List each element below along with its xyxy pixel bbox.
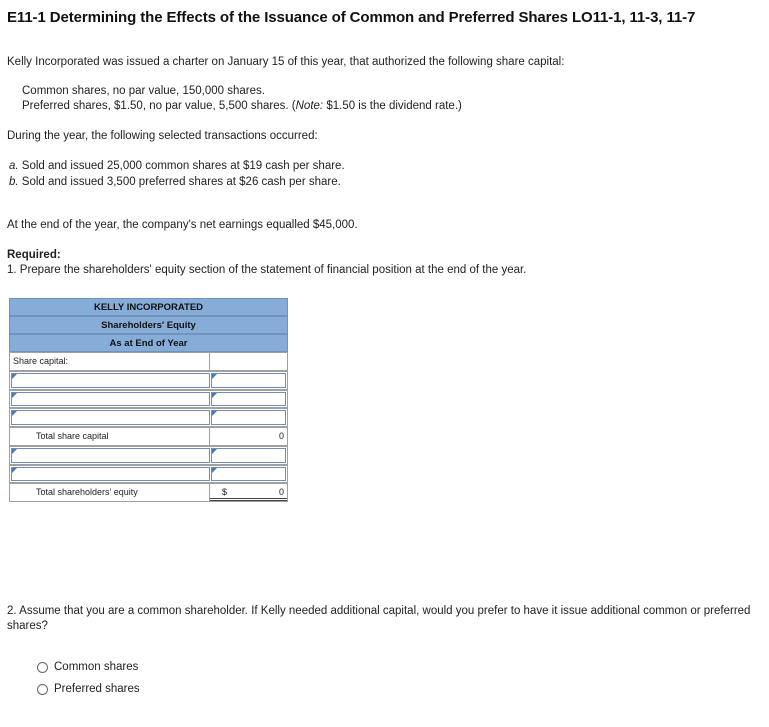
question-2: 2. Assume that you are a common shareholder. If Kelly needed additional capital, would you prefer to have it issue additional common or preferred shares? (7, 605, 751, 632)
preferred-shares-line (22, 100, 462, 112)
total-equity-value: 0 (278, 487, 284, 497)
common-shares-text: Common shares, no par value, 150,000 shares. (22, 85, 265, 97)
dropdown-marker-icon (212, 411, 217, 416)
during-year-text: During the year, the following selected transactions occurred: (7, 130, 318, 142)
dropdown-marker-icon (12, 411, 17, 416)
option-preferred-shares[interactable] (37, 683, 140, 695)
amount-input-4[interactable] (211, 448, 286, 463)
table-period: As at End of Year (9, 334, 288, 352)
input-row-4 (9, 446, 288, 465)
transaction-letter: b. (9, 176, 19, 188)
intro-text: Kelly Incorporated was issued a charter on January 15 of this year, that authorized the following share capital: (7, 56, 565, 68)
account-select-4[interactable] (11, 448, 210, 463)
amount-input-3[interactable] (211, 410, 286, 425)
dropdown-marker-icon (212, 468, 217, 473)
account-select-5[interactable] (11, 467, 210, 481)
account-select-2[interactable] (11, 392, 210, 406)
share-capital-label: Share capital: (13, 356, 69, 366)
preferred-shares-text: Preferred shares, $1.50, no par value, 5,500 shares. (22, 100, 289, 112)
radio-button[interactable] (37, 684, 48, 695)
required-label: Required: (7, 249, 61, 261)
option-common-shares[interactable] (37, 661, 138, 673)
transaction-b (9, 176, 341, 188)
note-open: ( (291, 100, 296, 112)
input-row-3 (9, 408, 288, 427)
amount-input-2[interactable] (211, 392, 286, 406)
dropdown-marker-icon (12, 468, 17, 473)
share-capital-row (9, 352, 288, 371)
dropdown-marker-icon (12, 393, 17, 398)
option-label: Preferred shares (54, 683, 140, 695)
total-share-capital-value: 0 (278, 431, 284, 441)
transaction-a (9, 160, 345, 172)
input-row-5 (9, 465, 288, 483)
dropdown-marker-icon (212, 374, 217, 379)
total-share-capital-row (9, 427, 288, 446)
dropdown-marker-icon (12, 449, 17, 454)
dropdown-marker-icon (12, 374, 17, 379)
amount-input-1[interactable] (211, 373, 286, 388)
page-title: E11-1 Determining the Effects of the Issuance of Common and Preferred Shares LO11-1, 11-3, 11-7 (7, 9, 696, 26)
account-select-1[interactable] (11, 373, 210, 388)
input-row-2 (9, 390, 288, 408)
account-select-3[interactable] (11, 410, 210, 425)
dropdown-marker-icon (212, 393, 217, 398)
total-equity-label: Total shareholders' equity (36, 487, 138, 497)
note-text: $1.50 is the dividend rate.) (326, 100, 462, 112)
dropdown-marker-icon (212, 449, 217, 454)
transaction-letter: a. (9, 160, 19, 172)
input-row-1 (9, 371, 288, 390)
amount-input-5[interactable] (211, 467, 286, 481)
radio-button[interactable] (37, 662, 48, 673)
transaction-text: Sold and issued 3,500 preferred shares at $26 cash per share. (21, 176, 341, 188)
table-heading: Shareholders' Equity (9, 316, 288, 334)
total-share-capital-label: Total share capital (36, 431, 109, 441)
option-label: Common shares (54, 661, 139, 673)
currency-symbol: $ (222, 487, 228, 497)
table-company-header: KELLY INCORPORATED (9, 298, 288, 316)
note-label: Note: (295, 100, 324, 112)
total-equity-row (9, 483, 288, 502)
transaction-text: Sold and issued 25,000 common shares at $19 cash per share. (21, 160, 345, 172)
question-1: 1. Prepare the shareholders' equity section of the statement of financial position at the end of the year. (7, 264, 527, 276)
end-year-text: At the end of the year, the company's net earnings equalled $45,000. (7, 219, 358, 231)
